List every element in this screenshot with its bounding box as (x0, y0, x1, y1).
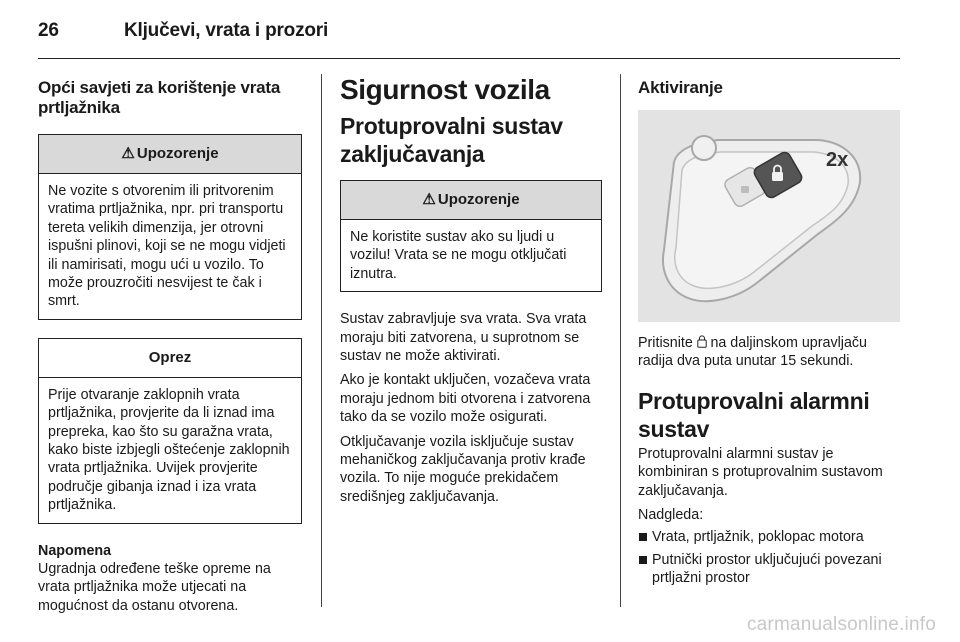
press-text-before: Pritisnite (638, 335, 693, 351)
warning-title: Upozorenje (136, 145, 219, 162)
list-item (638, 528, 900, 546)
caution-box (38, 338, 302, 524)
caution-title: Oprez (39, 339, 301, 378)
anti-theft-subtitle: Protuprovalni sustav zaključavanja (340, 113, 563, 167)
bullet-square-icon (639, 556, 647, 564)
column-2 (340, 74, 602, 512)
column-1 (38, 78, 302, 621)
list-item-text: Vrata, prtljažnik, poklopac motora (652, 529, 864, 546)
press-count-label: 2x (826, 149, 849, 171)
warning-box-2 (340, 180, 602, 292)
main-title: Sigurnost vozila (340, 74, 550, 105)
warning-title-2: Upozorenje (437, 191, 520, 208)
list-item (638, 551, 900, 588)
remote-key-illustration (638, 110, 900, 322)
lock-outline-icon (697, 335, 707, 348)
page-header (38, 18, 900, 52)
caution-text: Prije otvaranje zaklopnih vrata prtljažnika, provjerite da li iznad ima prepreka, kao što su garažna vrata, kako biste izbjegli oštećenje zaklopnih vrata prtljažnika. Uvijek provjerite područje gibanja iznad i iza vrata prtljažnika. (48, 386, 290, 514)
alarm-title: Protuprovalni alarmni sustav (638, 387, 870, 442)
note-block (38, 542, 302, 615)
paragraph-2: Ako je kontakt uključen, vozačeva vrata moraju jednom biti otvorena i zatvorena tako da se vozilo može osigurati. (340, 372, 591, 426)
warning-icon: ⚠ (121, 145, 135, 162)
bullet-square-icon (639, 533, 647, 541)
warning-header (39, 135, 301, 174)
list-item-text: Putnički prostor uključujući povezani prtljažni prostor (652, 551, 882, 587)
paragraph-1: Sustav zabravljuje sva vrata. Sva vrata moraju biti zatvorena, u suprotnom se sustav ne može aktivirati. (340, 311, 587, 365)
remote-key-icon (638, 110, 900, 322)
warning-icon: ⚠ (422, 191, 436, 208)
column-divider-1 (321, 74, 322, 607)
note-text: Ugradnja određene teške opreme na vrata prtljažnika može utjecati na mogućnost da ostanu otvorena. (38, 560, 271, 614)
monitored-list (638, 528, 900, 587)
activation-heading: Aktiviranje (638, 78, 723, 97)
warning-text-2: Ne koristite sustav ako su ljudi u vozilu! Vrata se ne mogu otključati iznutra. (350, 229, 567, 282)
press-instruction (638, 334, 900, 371)
paragraph-3: Otključavanje vozila isključuje sustav mehaničkog zaključavanja protiv krađe vozila. To nije moguće prekidačem središnjeg zaključavanja. (340, 433, 586, 505)
note-title: Napomena (38, 542, 112, 559)
header-rule (38, 58, 900, 59)
lock-icon (697, 335, 711, 350)
monitors-label: Nadgleda: (638, 507, 704, 524)
warning-box (38, 134, 302, 320)
page-number: 26 (38, 20, 59, 41)
alarm-text: Protuprovalni alarmni sustav je kombiniran s protuprovalnim sustavom zaključavanja. (638, 445, 883, 499)
watermark: carmanualsonline.info (746, 614, 936, 635)
press-text-after: na daljinskom upravljaču radija dva puta unutar 15 sekundi. (638, 335, 867, 370)
warning-text: Ne vozite s otvorenim ili pritvorenim vratima prtljažnika, npr. pri transportu tereta velikih dimenzija, jer otrovni ispušni plinovi, koji se ne mogu vidjeti ili namirisati, mogu ući u vozilo. To može prouzročiti nesvijest te čak i smrt. (48, 183, 286, 310)
tailgate-heading: Opći savjeti za korištenje vrata prtljažnika (38, 78, 281, 117)
warning-header-2 (341, 181, 601, 220)
column-divider-2 (620, 74, 621, 607)
section-title: Ključevi, vrata i prozori (124, 20, 329, 41)
column-3 (638, 78, 900, 592)
